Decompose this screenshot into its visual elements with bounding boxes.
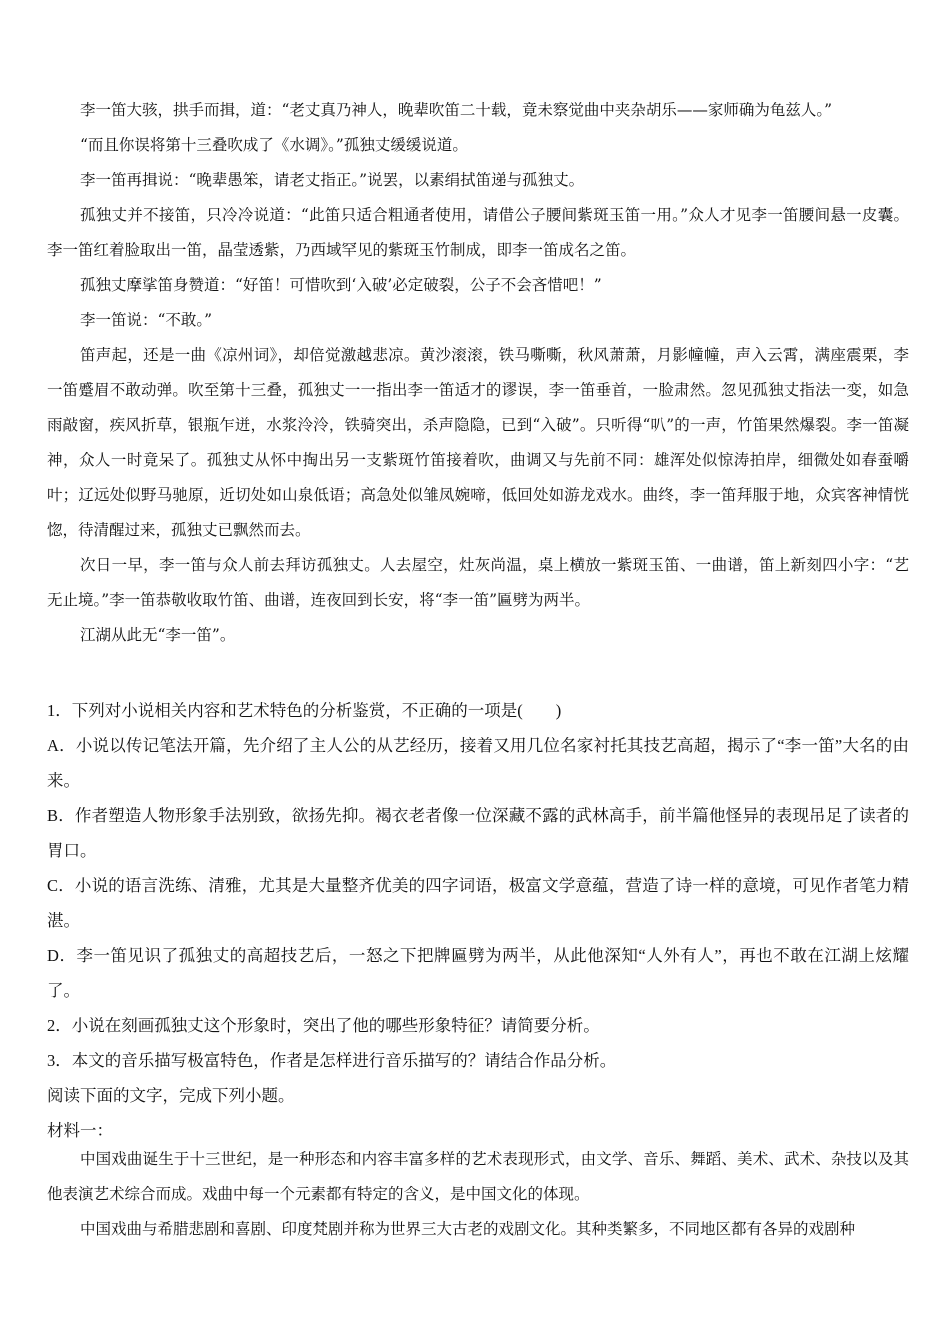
material-one-heading: 材料一： <box>47 1121 113 1140</box>
story-text <box>47 93 909 653</box>
story-paragraph-7: 笛声起，还是一曲《凉州词》，却倍觉激越悲凉。黄沙滚滚，铁马嘶嘶，秋风萧萧，月影幢幢，声入云霄，满座震栗，李一笛蹙眉不敢动弹。吹至第十三叠，孤独丈一一指出李一笛适才的谬误，李一笛垂首，一脸肃然。忽见孤独丈指法一变，如急雨敲窗，疾风折草，银瓶乍迸，水浆泠泠，铁骑突出，杀声隐隐，已到“入破”。只听得“叭”的一声，竹笛果然爆裂。李一笛凝神，众人一时竟呆了。孤独丈从怀中掏出另一支紫斑竹笛接着吹，曲调又与先前不同：雄浑处似惊涛拍岸，细微处如春蚕嚼叶；辽远处似野马驰原，近切处如山泉低语；高急处似雏凤婉啼，低回处如游龙戏水。曲终，李一笛拜服于地，众宾客神情恍惚，待清醒过来，孤独丈已飘然而去。 <box>47 346 909 539</box>
material-paragraph-2: 中国戏曲与希腊悲剧和喜剧、印度梵剧并称为世界三大古老的戏剧文化。其种类繁多，不同地区都有各异的戏剧种 <box>80 1220 856 1238</box>
material-paragraph-1: 中国戏曲诞生于十三世纪，是一种形态和内容丰富多样的艺术表现形式，由文学、音乐、舞蹈、美术、武术、杂技以及其他表演艺术综合而成。戏曲中每一个元素都有特定的含义，是中国文化的体现。 <box>47 1150 909 1203</box>
story-paragraph-1: 李一笛大骇，拱手而揖，道：“老丈真乃神人，晚辈吹笛二十载，竟未察觉曲中夹杂胡乐——家师确为龟兹人。” <box>80 101 833 119</box>
material-text <box>47 1142 909 1247</box>
option-c: C．小说的语言洗练、清雅，尤其是大量整齐优美的四字词语，极富文学意蕴，营造了诗一样的意境，可见作者笔力精湛。 <box>47 876 909 930</box>
story-paragraph-3: 李一笛再揖说：“晚辈愚笨，请老丈指正。”说罢，以素绢拭笛递与孤独丈。 <box>80 171 585 189</box>
reading-instruction: 阅读下面的文字，完成下列小题。 <box>47 1086 295 1105</box>
question-3: 3．本文的音乐描写极富特色，作者是怎样进行音乐描写的？请结合作品分析。 <box>47 1051 617 1070</box>
story-paragraph-8: 次日一早，李一笛与众人前去拜访孤独丈。人去屋空，灶灰尚温，桌上横放一紫斑玉笛、一曲谱，笛上新刻四小字：“艺无止境。”李一笛恭敬收取竹笛、曲谱，连夜回到长安，将“李一笛”匾劈为两半。 <box>47 556 909 609</box>
option-b: B．作者塑造人物形象手法别致，欲扬先抑。褐衣老者像一位深藏不露的武林高手，前半篇他怪异的表现吊足了读者的胃口。 <box>47 806 909 860</box>
story-paragraph-9: 江湖从此无“李一笛”。 <box>80 626 236 644</box>
questions-section <box>47 693 909 1148</box>
question-1: 1．下列对小说相关内容和艺术特色的分析鉴赏，不正确的一项是( ) <box>47 701 562 720</box>
story-paragraph-2: “而且你误将第十三叠吹成了《水调》。”孤独丈缓缓说道。 <box>80 136 468 154</box>
question-2: 2．小说在刻画孤独丈这个形象时，突出了他的哪些形象特征？请简要分析。 <box>47 1016 600 1035</box>
option-a: A．小说以传记笔法开篇，先介绍了主人公的从艺经历，接着又用几位名家衬托其技艺高超，揭示了“李一笛”大名的由来。 <box>47 736 909 790</box>
option-d: D．李一笛见识了孤独丈的高超技艺后，一怒之下把牌匾劈为两半，从此他深知“人外有人”，再也不敢在江湖上炫耀了。 <box>47 946 909 1000</box>
story-paragraph-5: 孤独丈摩挲笛身赞道：“好笛！可惜吹到‘入破’必定破裂，公子不会吝惜吧！” <box>80 276 602 294</box>
story-paragraph-6: 李一笛说：“不敢。” <box>80 311 213 329</box>
story-paragraph-4: 孤独丈并不接笛，只冷冷说道：“此笛只适合粗通者使用，请借公子腰间紫斑玉笛一用。”众人才见李一笛腰间悬一皮囊。李一笛红着脸取出一笛，晶莹透紫，乃西域罕见的紫斑玉竹制成，即李一笛成名之笛。 <box>47 206 909 259</box>
